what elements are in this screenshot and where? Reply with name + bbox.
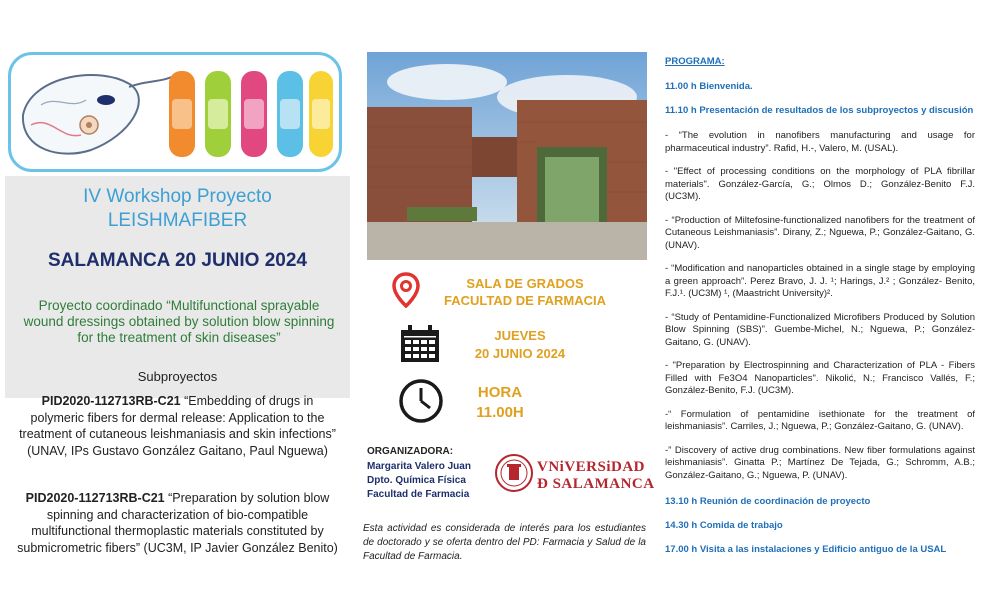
bandage-green (205, 71, 231, 157)
day-line1: JUEVES (494, 328, 546, 343)
university-name-line1: VNiVERSiDAD (537, 459, 646, 475)
program-talk-3: - “Production of Miltefosine-functionalized nanofibers for the treatment of Cutaneous Leishmaniasis”. Dirany, Z.; Nguewa, P.; González-Gaitano, G. (UNAV). (665, 214, 975, 251)
program-heading: PROGRAMA: (665, 56, 725, 67)
faculty-building-photo (367, 52, 647, 260)
subprojects-heading: Subproyectos (137, 369, 218, 384)
logo-banner (8, 52, 342, 172)
university-name-line2: Ð SALAMANCA (537, 476, 655, 492)
program-visit: 17.00 h Visita a las instalaciones y Edificio antiguo de la USAL (665, 544, 947, 555)
calendar-icon (399, 324, 441, 369)
organizer-label: ORGANIZADORA: (367, 446, 454, 457)
location-pin-icon (392, 272, 420, 313)
time-line2: 11.00H (476, 404, 524, 421)
leishmania-parasite-icon (23, 75, 176, 154)
day-line2: 20 JUNIO 2024 (474, 346, 566, 361)
university-seal-icon (494, 453, 534, 498)
organizer-dept: Dpto. Química Física (367, 475, 466, 486)
subproject-1 (15, 393, 340, 459)
program-column (665, 56, 975, 555)
program-lunch: 14.30 h Comida de trabajo (665, 520, 783, 531)
venue-line2: FACULTAD DE FARMACIA (443, 293, 606, 308)
subproject-2-code: PID2020-112713RB-C21 (25, 491, 165, 505)
program-coordination: 13.10 h Reunión de coordinación de proyecto (665, 496, 871, 507)
program-talk-2: - "Effect of processing conditions on the morphology of PLA fibrillar materials". González-García, G.; Olmos D.; González-Benito F.J. (UC3M). (665, 166, 975, 202)
organizer-name: Margarita Valero Juan (367, 461, 471, 472)
bandage-pink (241, 71, 267, 157)
clock-icon (398, 378, 444, 429)
subproject-2 (15, 490, 340, 556)
time-line1: HORA (477, 384, 523, 401)
program-talk-8: -” Discovery of active drug combinations. New fiber formulations against leishmaniasis”. Ginatta P.; Martínez De Tejada, G.; Schromm, A.B.; González-Gaitano, G.; Nguewa, P. (UNAV). (665, 444, 975, 481)
venue-line1: SALA DE GRADOS (466, 276, 584, 291)
program-talk-6: - "Preparation by Electrospinning and Characterization of PLA - Fibers Filled with Fe3O4 Nanoparticles". Nikolić, N.; Francisco Vallés, F.; González-Benito, F.J. (UC3M). (665, 360, 975, 396)
doctoral-interest-note: Esta actividad es considerada de interés para los estudiantes de doctorado y se oferta dentro del PD: Farmacia y Salud de la Facultad de Farmacia. (363, 523, 646, 562)
program-talk-4: - “Modification and nanoparticles obtained in a single stage by employing a green approach”. Perez Bravo, J. J. ¹; Harings, J.² ; González- Benito, F.J.¹. (UC3M) ¹, (Maastricht University)². (665, 263, 975, 299)
subproject-1-code: PID2020-112713RB-C21 (41, 394, 181, 408)
workshop-title-line2: LEISHMAFIBER (107, 210, 248, 231)
workshop-title-line1: IV Workshop Proyecto (83, 186, 272, 207)
subproject-2-text: “Preparation by solution blow spinning and characterization of bio-compatible multifunctional thermoplastic materials constituted by submicrometric fibers” (UC3M, IP Javier González Benito) (17, 491, 338, 555)
city-date: SALAMANCA 20 JUNIO 2024 (47, 250, 308, 271)
bandage-blue (277, 71, 303, 157)
subproject-1-text: “Embedding of drugs in polymeric fibers for dermal release: Application to the treatment of cutaneous leishmaniasis and skin infections” (UNAV, IPs Gustavo González Gaitano, Paul Nguewa) (19, 394, 336, 458)
program-talk-5: - “Study of Pentamidine-Functionalized Microfibers Produced by Solution Blow Spinning (SBS)”. Guembe-Michel, N.; Nguewa, P.; González-Gaitano, G. (UNAV). (665, 311, 975, 348)
program-talk-7: -“ Formulation of pentamidine isethionate for the treatment of leishmaniasis”. Carriles, J.; Nguewa, P.; González-Gaitano, G. (UNAV). (665, 408, 975, 432)
program-presentation: 11.10 h Presentación de resultados de los subproyectos y discusión (665, 105, 974, 116)
program-welcome: 11.00 h Bienvenida. (665, 81, 753, 92)
organizer-faculty: Facultad de Farmacia (367, 489, 470, 500)
project-description: Proyecto coordinado “Multifunctional sprayable wound dressings obtained by solution blow spinning for the treatment of skin diseases” (23, 298, 335, 345)
bandage-yellow (309, 71, 333, 157)
program-talk-1: - “The evolution in nanofibers manufacturing and usage for pharmaceutical industry”. Rafid, H.-, Valero, M. (USAL). (665, 130, 975, 154)
leishmania-bandage-logo (11, 55, 339, 169)
bandage-orange (169, 71, 195, 157)
